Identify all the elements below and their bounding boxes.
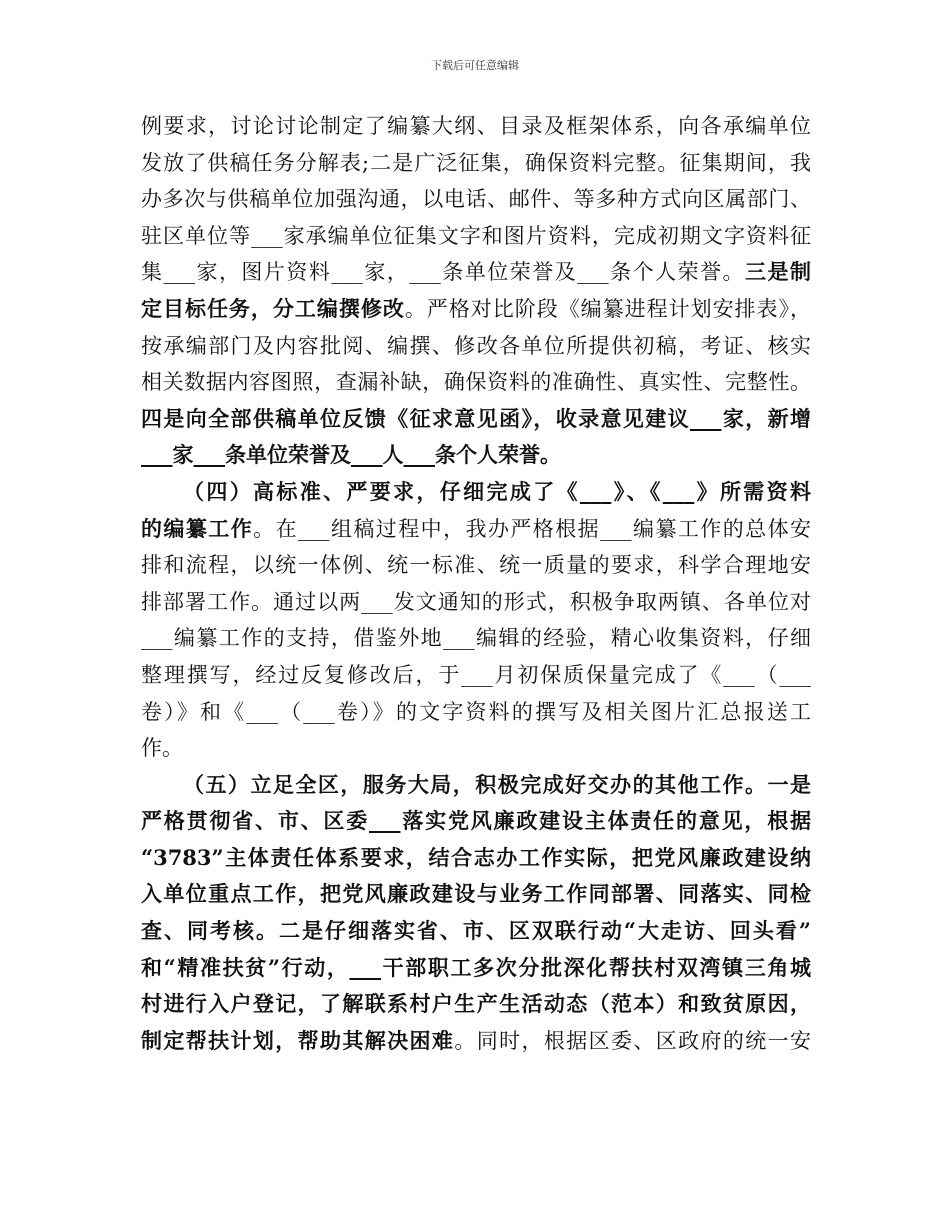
text-segment: 。同时，根据区委、区政府的统一安 (454, 1028, 812, 1053)
text-line (141, 547, 811, 584)
text-line (141, 1023, 811, 1060)
text-segment: 发放了供稿任务分解表;二是广泛征集，确保资料完整。征集期间，我 (141, 150, 811, 175)
text-line (141, 950, 811, 987)
text-line (141, 876, 811, 913)
bold-text-segment: 定目标任务，分工编撰修改 (141, 295, 405, 321)
bold-text-segment: 四是向全部供稿单位反馈《征求意见函》，收录意见建议___家，新增 (141, 405, 811, 431)
bold-text-segment: 制定帮扶计划，帮助其解决困难 (141, 1027, 455, 1053)
text-line (141, 181, 811, 218)
text-line (141, 218, 811, 255)
text-line (141, 328, 811, 365)
text-segment: 排和流程，以统一体例、统一标准、统一质量的要求，科学合理地安 (141, 553, 811, 578)
bold-text-segment: 入单位重点工作，把党风廉政建设与业务工作同部署、同落实、同检 (141, 881, 811, 907)
page-header: 下载后可任意编辑 (431, 59, 519, 72)
text-line (141, 145, 811, 182)
document-body (141, 108, 811, 1059)
text-line (141, 254, 811, 291)
text-segment: 排部署工作。通过以两___发文通知的形式，积极争取两镇、各单位对 (141, 589, 811, 614)
text-segment: 按承编部门及内容批阅、编撰、修改各单位所提供初稿，考证、核实 (141, 333, 811, 358)
bold-text-segment: 三是制 (745, 259, 812, 285)
bold-text-segment: 和“精准扶贫”行动，___干部职工多次分批深化帮扶村双湾镇三角城 (141, 954, 811, 980)
text-segment: 整理撰写，经过反复修改后，于___月初保质保量完成了《___（___ (141, 662, 811, 687)
text-line (141, 694, 811, 731)
text-line (141, 474, 811, 511)
text-line (141, 620, 811, 657)
text-segment: 作。 (141, 736, 183, 761)
bold-text-segment: 查、同考核。二是仔细落实省、市、区双联行动“大走访、回头看” (141, 918, 811, 944)
bold-text-segment: （四）高标准、严要求，仔细完成了《___》、《___》所需资料 (183, 478, 811, 504)
text-segment: 办多次与供稿单位加强沟通，以电话、邮件、等多种方式向区属部门、 (141, 187, 811, 212)
text-segment: 相关数据内容图照，查漏补缺，确保资料的准确性、真实性、完整性。 (141, 370, 811, 395)
text-segment: 集___家，图片资料___家，___条单位荣誉及___条个人荣誉。 (141, 260, 746, 285)
bold-text-segment: “3783”主体责任体系要求，结合志办工作实际，把党风廉政建设纳 (141, 844, 811, 870)
text-line (141, 437, 811, 474)
text-line (141, 364, 811, 401)
text-segment: ___编纂工作的支持，借鉴外地___编辑的经验，精心收集资料，仔细 (141, 626, 811, 651)
bold-text-segment: ___家___条单位荣誉及___人___条个人荣誉。 (141, 442, 561, 468)
bold-text-segment: 严格贯彻省、市、区委___落实党风廉政建设主体责任的意见，根据 (141, 808, 811, 834)
text-line (141, 767, 811, 804)
text-line (141, 511, 811, 548)
bold-text-segment: 村进行入户登记，了解联系村户生产生活动态（范本）和致贫原因， (141, 991, 811, 1017)
text-line (141, 401, 811, 438)
text-segment: 例要求，讨论讨论制定了编纂大纲、目录及框架体系，向各承编单位 (141, 114, 811, 138)
text-line (141, 913, 811, 950)
text-segment: 卷）》和《___（___卷）》的文字资料的撰写及相关图片汇总报送工 (141, 699, 811, 724)
text-segment: 驻区单位等___家承编单位征集文字和图片资料，完成初期文字资料征 (141, 223, 811, 248)
text-segment: 。在___组稿过程中，我办严格根据___编纂工作的总体安 (253, 516, 812, 541)
text-line (141, 108, 811, 145)
text-line (141, 584, 811, 621)
text-line (141, 291, 811, 328)
text-line (141, 657, 811, 694)
text-segment: 。严格对比阶段《编纂进程计划安排表》， (404, 296, 812, 321)
bold-text-segment: 的编纂工作 (141, 515, 254, 541)
text-line (141, 730, 811, 767)
text-line (141, 840, 811, 877)
bold-text-segment: （五）立足全区，服务大局，积极完成好交办的其他工作。一是 (183, 771, 811, 797)
text-line (141, 986, 811, 1023)
text-line (141, 803, 811, 840)
